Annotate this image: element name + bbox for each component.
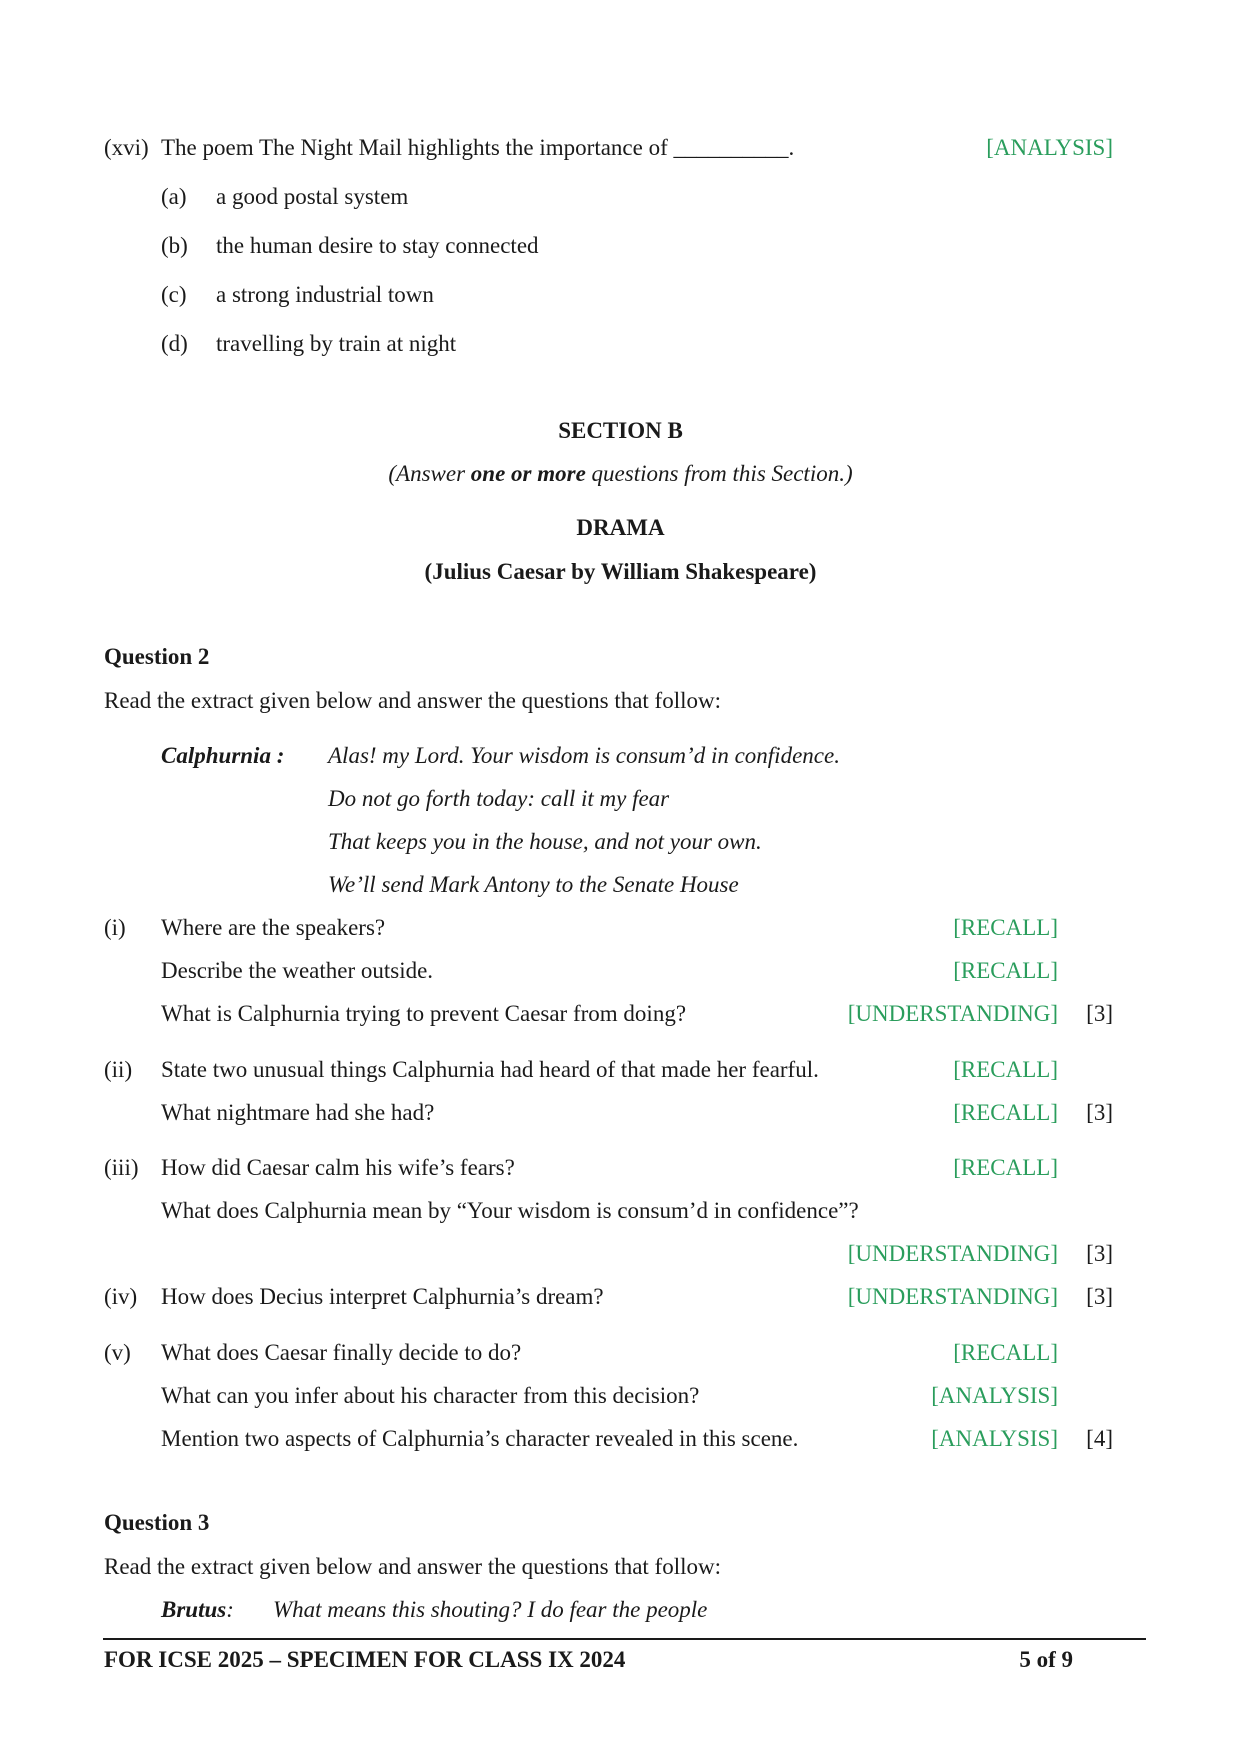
part-question: How did Caesar calm his wife’s fears? <box>161 1155 515 1180</box>
option-letter: (c) <box>161 282 187 307</box>
cognitive-tag: [UNDERSTANDING] <box>847 1241 1058 1266</box>
footer-left: FOR ICSE 2025 – SPECIMEN FOR CLASS IX 2024 <box>104 1647 626 1672</box>
cognitive-tag: [ANALYSIS] <box>986 135 1113 160</box>
part-question: State two unusual things Calphurnia had heard of that made her fearful. <box>161 1057 819 1082</box>
section-title: SECTION B <box>558 418 683 443</box>
option-text: the human desire to stay connected <box>216 233 539 258</box>
speaker-name: Calphurnia : <box>161 743 285 768</box>
instr-bold: one or more <box>470 461 586 486</box>
extract-line: That keeps you in the house, and not your own. <box>328 829 762 854</box>
section-instructions <box>0 462 1241 485</box>
cognitive-tag: [RECALL] <box>953 1155 1058 1180</box>
cognitive-tag: [RECALL] <box>953 915 1058 940</box>
part-number: (v) <box>104 1340 131 1365</box>
option-letter: (d) <box>161 331 188 356</box>
play-title: (Julius Caesar by William Shakespeare) <box>424 559 817 584</box>
marks: [3] <box>1086 1001 1113 1026</box>
part-question: What can you infer about his character from this decision? <box>161 1383 700 1408</box>
cognitive-tag: [ANALYSIS] <box>931 1383 1058 1408</box>
part-question: How does Decius interpret Calphurnia’s dream? <box>161 1284 604 1309</box>
speaker-label <box>161 1598 234 1621</box>
speaker-name: Brutus <box>161 1597 227 1622</box>
cognitive-tag: [RECALL] <box>953 1340 1058 1365</box>
question-stem: The poem The Night Mail highlights the importance of __________. <box>161 135 795 160</box>
marks: [4] <box>1086 1426 1113 1451</box>
cognitive-tag: [UNDERSTANDING] <box>847 1001 1058 1026</box>
extract-line: Do not go forth today: call it my fear <box>328 786 670 811</box>
marks: [3] <box>1086 1284 1113 1309</box>
cognitive-tag: [RECALL] <box>953 958 1058 983</box>
cognitive-tag: [UNDERSTANDING] <box>847 1284 1058 1309</box>
question-intro: Read the extract given below and answer the questions that follow: <box>104 1554 721 1579</box>
part-question: Describe the weather outside. <box>161 958 434 983</box>
part-question: What does Calphurnia mean by “Your wisdom is consum’d in confidence”? <box>161 1198 859 1223</box>
marks: [3] <box>1086 1100 1113 1125</box>
question-heading: Question 3 <box>104 1510 210 1535</box>
footer-rule <box>103 1638 1146 1640</box>
part-number: (i) <box>104 915 126 940</box>
marks: [3] <box>1086 1241 1113 1266</box>
instr-post: questions from this Section.) <box>585 461 853 486</box>
instr-pre: (Answer <box>388 461 471 486</box>
question-number: (xvi) <box>104 135 149 160</box>
part-question: Where are the speakers? <box>161 915 386 940</box>
speaker-colon: : <box>226 1597 234 1622</box>
option-text: travelling by train at night <box>216 331 457 356</box>
part-number: (iii) <box>104 1155 139 1180</box>
question-intro: Read the extract given below and answer the questions that follow: <box>104 688 721 713</box>
part-question: What is Calphurnia trying to prevent Caesar from doing? <box>161 1001 687 1026</box>
part-number: (iv) <box>104 1284 138 1309</box>
drama-heading: DRAMA <box>576 515 665 540</box>
option-letter: (a) <box>161 184 187 209</box>
cognitive-tag: [RECALL] <box>953 1057 1058 1082</box>
part-question: What does Caesar finally decide to do? <box>161 1340 522 1365</box>
question-heading: Question 2 <box>104 644 210 669</box>
extract-line: Alas! my Lord. Your wisdom is consum’d in confidence. <box>328 743 840 768</box>
part-question: Mention two aspects of Calphurnia’s character revealed in this scene. <box>161 1426 799 1451</box>
option-text: a strong industrial town <box>216 282 434 307</box>
cognitive-tag: [RECALL] <box>953 1100 1058 1125</box>
extract-line: What means this shouting? I do fear the people <box>273 1597 708 1622</box>
option-letter: (b) <box>161 233 188 258</box>
extract-line: We’ll send Mark Antony to the Senate House <box>328 872 739 897</box>
cognitive-tag: [ANALYSIS] <box>931 1426 1058 1451</box>
part-question: What nightmare had she had? <box>161 1100 435 1125</box>
part-number: (ii) <box>104 1057 133 1082</box>
page-number: 5 of 9 <box>1019 1647 1073 1672</box>
option-text: a good postal system <box>216 184 409 209</box>
